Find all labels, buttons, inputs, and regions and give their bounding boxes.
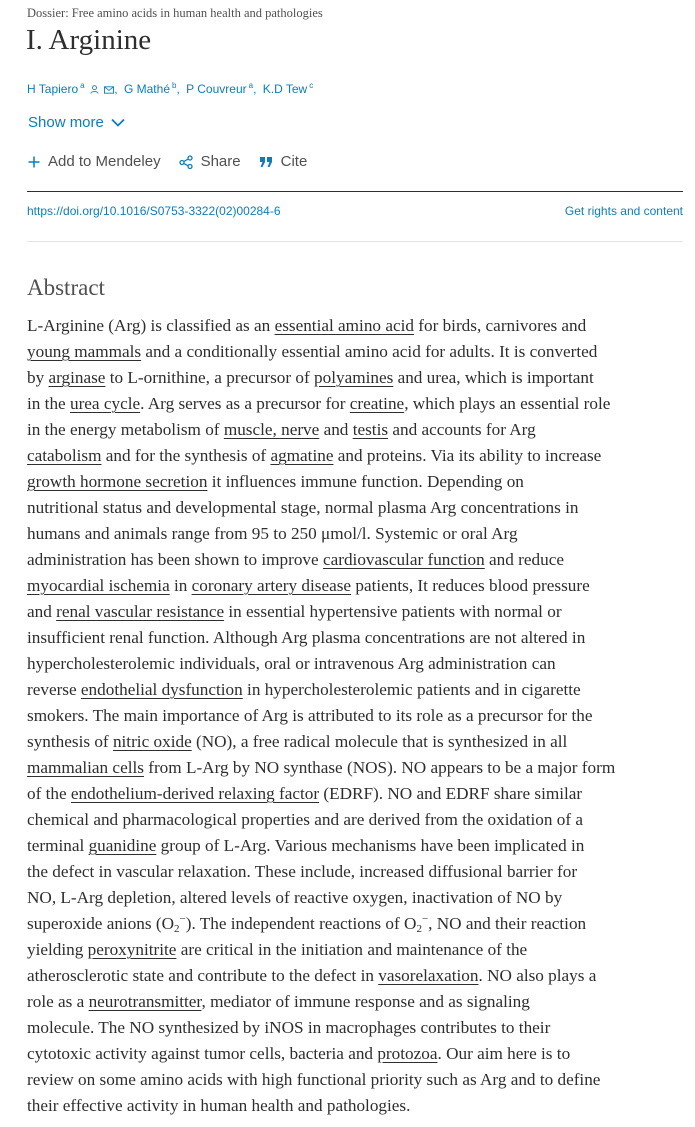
- abstract-text: smokers. The main importance of Arg is attributed to its role as a precursor for the: [27, 706, 593, 725]
- abstract-text: of the: [27, 784, 71, 803]
- abstract-line: [27, 339, 687, 365]
- plus-icon: [28, 156, 40, 168]
- abstract-text: and for the synthesis of: [101, 446, 271, 465]
- abstract-text: and proteins. Via its ability to increase: [333, 446, 602, 465]
- abstract-line: [27, 781, 687, 807]
- abstract-heading: Abstract: [27, 275, 105, 300]
- abstract-line: [27, 495, 687, 521]
- term-link[interactable]: polyamines: [314, 368, 394, 387]
- abstract-text: chemical and pharmacological properties and are derived from the oxidation of a: [27, 810, 583, 829]
- term-link[interactable]: catabolism: [27, 446, 102, 465]
- term-link[interactable]: nitric oxide: [112, 732, 192, 751]
- article-title: I. Arginine: [26, 24, 152, 56]
- abstract-text: patients, It reduces blood pressure: [351, 576, 590, 595]
- abstract-line: [27, 1041, 687, 1067]
- abstract-text: to L-ornithine, a precursor of: [105, 368, 315, 387]
- term-link[interactable]: creatine: [349, 394, 405, 413]
- term-link[interactable]: endothelial dysfunction: [80, 680, 243, 699]
- abstract-text: and reduce: [484, 550, 564, 569]
- abstract-line: [27, 937, 687, 963]
- quote-icon: [259, 156, 273, 168]
- abstract-line: [27, 625, 687, 651]
- term-link[interactable]: coronary artery disease: [191, 576, 352, 595]
- author-name: G Mathé: [123, 82, 170, 96]
- term-link[interactable]: renal vascular resistance: [56, 602, 225, 621]
- abstract-line: [27, 1015, 687, 1041]
- abstract-text: humans and animals range from 95 to 250 μmol/l. Systemic or oral Arg: [27, 524, 518, 543]
- abstract-line: [27, 989, 687, 1015]
- abstract-line: [27, 599, 687, 625]
- abstract-line: [27, 443, 687, 469]
- abstract-line: [27, 885, 687, 911]
- abstract-text: are critical in the initiation and maintenance of the: [176, 940, 528, 959]
- abstract-line: [27, 703, 687, 729]
- mendeley-label: Add to Mendeley: [48, 153, 161, 170]
- abstract-line: [27, 573, 687, 599]
- abstract-line: [27, 547, 687, 573]
- term-link[interactable]: guanidine: [88, 836, 157, 855]
- author-separator: ,: [176, 82, 180, 96]
- abstract-line: [27, 391, 687, 417]
- superscript: −: [421, 913, 429, 925]
- abstract-text: , mediator of immune response and as signaling: [201, 992, 530, 1011]
- author-link[interactable]: [27, 82, 85, 96]
- abstract-text: their effective activity in human health and pathologies.: [27, 1096, 411, 1115]
- divider: [27, 191, 683, 192]
- chevron-down-icon: [111, 118, 125, 127]
- abstract-text: and: [319, 420, 353, 439]
- abstract-line: [27, 313, 687, 339]
- share-icon: [179, 155, 193, 169]
- term-link[interactable]: protozoa: [377, 1044, 438, 1063]
- author-name: P Couvreur: [186, 82, 247, 96]
- abstract-text: atherosclerotic state and contribute to the defect in: [27, 966, 379, 985]
- dossier-label: Dossier: Free amino acids in human health and pathologies: [27, 6, 323, 20]
- abstract-text: synthesis of: [27, 732, 113, 751]
- share-button[interactable]: [179, 153, 241, 170]
- abstract-text: , which plays an essential role: [404, 394, 611, 413]
- abstract-line: [27, 677, 687, 703]
- term-link[interactable]: mammalian cells: [27, 758, 144, 777]
- abstract-text: role as a: [27, 992, 89, 1011]
- abstract-text: and a conditionally essential amino acid for adults. It is converted: [141, 342, 598, 361]
- abstract-text: L-Arginine (Arg) is classified as an: [27, 316, 275, 335]
- cite-button[interactable]: [259, 153, 308, 170]
- abstract-line: [27, 833, 687, 859]
- abstract-text: . Our aim here is to: [437, 1044, 571, 1063]
- abstract-line: [27, 417, 687, 443]
- superscript: −: [179, 913, 186, 925]
- abstract-text: the defect in vascular relaxation. These include, increased diffusional barrier for: [27, 862, 578, 881]
- abstract-line: [27, 1093, 687, 1119]
- divider: [27, 241, 683, 242]
- abstract-text: terminal: [27, 836, 89, 855]
- author-link[interactable]: [124, 82, 176, 96]
- abstract-text: in the: [27, 394, 70, 413]
- abstract-line: [27, 365, 687, 391]
- abstract-text: superoxide anions (O: [27, 914, 175, 933]
- abstract-text: administration has been shown to improve: [27, 550, 323, 569]
- author-link[interactable]: [186, 82, 253, 96]
- abstract-text: in the energy metabolism of: [27, 420, 224, 439]
- article-toolbar: [28, 153, 325, 170]
- person-icon[interactable]: [90, 83, 99, 97]
- abstract-text: it influences immune function. Depending on: [207, 472, 524, 491]
- author-list: [27, 81, 313, 97]
- show-more-label: Show more: [28, 114, 104, 131]
- abstract-line: [27, 651, 687, 677]
- term-link[interactable]: arginase: [48, 368, 106, 387]
- abstract-line: [27, 469, 687, 495]
- abstract-text: and accounts for Arg: [388, 420, 536, 439]
- term-link[interactable]: endothelium-derived relaxing factor: [70, 784, 320, 803]
- author-affiliation: c: [309, 81, 314, 90]
- abstract-text: by: [27, 368, 49, 387]
- author-separator: ,: [114, 82, 118, 96]
- abstract-text: for birds, carnivores and: [413, 316, 587, 335]
- abstract-text: molecule. The NO synthesized by iNOS in macrophages contributes to their: [27, 1018, 551, 1037]
- term-link[interactable]: vasorelaxation: [378, 966, 479, 985]
- share-label: Share: [200, 153, 241, 170]
- abstract-text: and: [27, 602, 57, 621]
- abstract-text: group of L-Arg. Various mechanisms have been implicated in: [156, 836, 585, 855]
- term-link[interactable]: neurotransmitter: [88, 992, 202, 1011]
- abstract-text: . NO also plays a: [478, 966, 597, 985]
- abstract-text: reverse: [27, 680, 81, 699]
- abstract-text: yielding: [27, 940, 88, 959]
- author-affiliation: a: [248, 81, 254, 90]
- subscript: 2: [174, 923, 180, 935]
- abstract-text: hypercholesterolemic individuals, oral or intravenous Arg administration can: [27, 654, 556, 673]
- abstract-line: [27, 859, 687, 885]
- term-link[interactable]: urea cycle: [69, 394, 141, 413]
- abstract-line: [27, 521, 687, 547]
- term-link[interactable]: growth hormone secretion: [27, 472, 208, 491]
- abstract-text: and urea, which is important: [393, 368, 594, 387]
- abstract-text: ). The independent reactions of O: [185, 914, 417, 933]
- cite-label: Cite: [280, 153, 308, 170]
- abstract-text: in hypercholesterolemic patients and in cigarette: [242, 680, 581, 699]
- abstract-text: in essential hypertensive patients with normal or: [224, 602, 562, 621]
- envelope-icon[interactable]: [104, 83, 114, 97]
- abstract-text: (NO), a free radical molecule that is synthesized in all: [191, 732, 568, 751]
- author-separator: ,: [253, 82, 257, 96]
- term-link[interactable]: essential amino acid: [274, 316, 414, 335]
- abstract-text: nutritional status and developmental stage, normal plasma Arg concentrations in: [27, 498, 579, 517]
- abstract-text: review on some amino acids with high functional priority such as Arg and to define: [27, 1070, 601, 1089]
- subscript: 2: [416, 923, 422, 935]
- author-affiliation: b: [172, 81, 177, 90]
- show-more-button[interactable]: [28, 114, 125, 131]
- author-name: H Tapiero: [27, 82, 79, 96]
- term-link[interactable]: cardiovascular function: [322, 550, 485, 569]
- abstract-text: , NO and their reaction: [428, 914, 587, 933]
- abstract-text: from L-Arg by NO synthase (NOS). NO appears to be a major form: [143, 758, 616, 777]
- abstract-text: (EDRF). NO and EDRF share similar: [319, 784, 583, 803]
- abstract-line: [27, 755, 687, 781]
- abstract-line: [27, 807, 687, 833]
- add-to-mendeley-button[interactable]: [28, 153, 161, 170]
- term-link[interactable]: agmatine: [270, 446, 334, 465]
- abstract-line: [27, 963, 687, 989]
- abstract-text: in: [169, 576, 192, 595]
- term-link[interactable]: myocardial ischemia: [27, 576, 170, 595]
- term-link[interactable]: muscle, nerve: [223, 420, 320, 439]
- author-affiliation: a: [80, 81, 85, 90]
- doi-link[interactable]: https://doi.org/10.1016/S0753-3322(02)00284-6: [27, 204, 281, 218]
- abstract-text: . Arg serves as a precursor for: [140, 394, 350, 413]
- rights-link[interactable]: Get rights and content: [564, 204, 683, 218]
- abstract-line: [27, 911, 687, 937]
- abstract-text: NO, L-Arg depletion, altered levels of reactive oxygen, inactivation of NO by: [27, 888, 563, 907]
- abstract-body: [27, 313, 687, 1119]
- term-link[interactable]: testis: [352, 420, 389, 439]
- abstract-text: cytotoxic activity against tumor cells, bacteria and: [27, 1044, 378, 1063]
- author-link[interactable]: [263, 82, 313, 96]
- term-link[interactable]: young mammals: [27, 342, 142, 361]
- abstract-text: insufficient renal function. Although Arg plasma concentrations are not altered in: [27, 628, 586, 647]
- author-name: K.D Tew: [262, 82, 308, 96]
- abstract-line: [27, 1067, 687, 1093]
- term-link[interactable]: peroxynitrite: [87, 940, 177, 959]
- abstract-line: [27, 729, 687, 755]
